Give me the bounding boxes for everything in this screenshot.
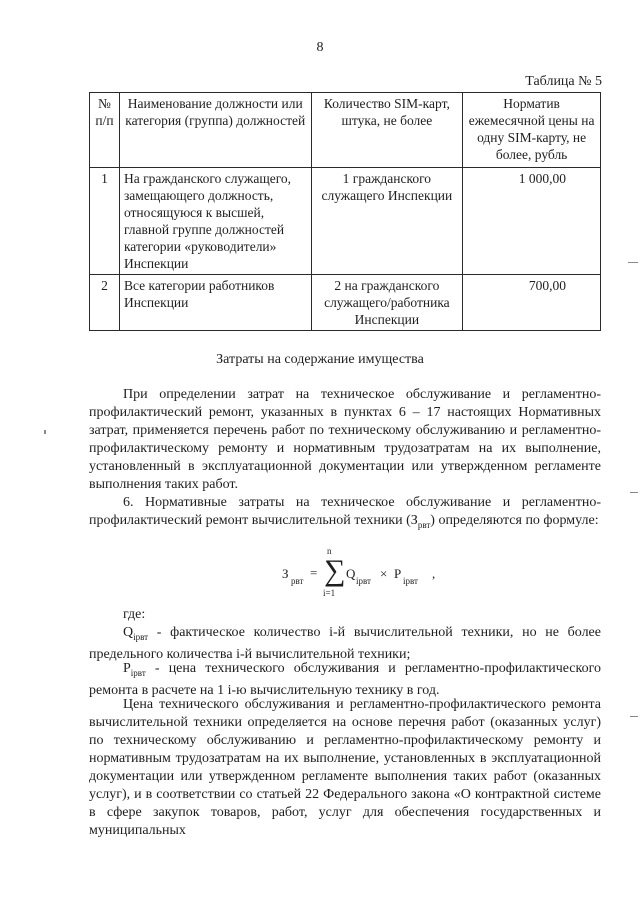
formula-lhs: З xyxy=(282,566,289,581)
header-price: Норматив ежемесячной цены на одну SIM-карту, не более, рубль xyxy=(463,93,601,168)
item-6-text: 6. Нормативные затраты на техническое обслуживание и регламентно-профилактический ремонт вычислительной техники (З xyxy=(89,495,601,528)
row-quantity: 2 на гражданского служащего/работника Инспекции xyxy=(311,275,463,331)
row-num: 1 xyxy=(90,168,120,275)
definition-p xyxy=(89,660,601,700)
formula-sum-sign: ∑ xyxy=(324,554,346,587)
definition-q-text: - фактическое количество i-й вычислительной техники, но не более предельного количества i-й вычислительной техники; xyxy=(89,625,601,662)
row-quantity: 1 гражданского служащего Инспекции xyxy=(311,168,463,275)
definition-q-subscript: iрвт xyxy=(133,631,149,642)
item-6-subscript: рвт xyxy=(417,519,431,530)
scan-mark xyxy=(628,262,638,263)
formula-p-sub: iрвт xyxy=(403,576,418,586)
formula-comma: , xyxy=(432,566,436,581)
definition-q xyxy=(89,624,601,664)
scan-mark xyxy=(630,716,638,717)
header-num: № п/п xyxy=(90,93,120,168)
definition-q-symbol: Q xyxy=(123,625,134,640)
row-position: На гражданского служащего, замещающего должность, относящуюся к высшей, главной группе должностей категории «руководители» Инспекции xyxy=(119,168,311,275)
formula-p: P xyxy=(394,566,402,581)
table-row xyxy=(90,275,601,331)
scan-mark xyxy=(630,492,638,493)
item-6-text-end: ) определяются по формуле: xyxy=(430,513,599,528)
row-position: Все категории работников Инспекции xyxy=(119,275,311,331)
formula-lower-limit: i=1 xyxy=(323,588,336,598)
table-header-row xyxy=(90,93,601,168)
row-price: 1 000,00 xyxy=(463,168,601,275)
row-num: 2 xyxy=(90,275,120,331)
formula-q-sub: iрвт xyxy=(356,576,371,586)
definition-p-symbol: P xyxy=(123,661,131,676)
paragraph-item-6 xyxy=(89,494,601,534)
table-caption: Таблица № 5 xyxy=(525,74,602,89)
formula xyxy=(282,546,462,598)
paragraph-calculation-rules: При определении затрат на техническое обслуживание и регламентно-профилактический ремонт, указанных в пунктах 6 – 17 настоящих Нормативных затрат, применяется перечень работ по техническому обслуживанию и регламентно-профилактическому ремонту и нормативным трудозатратам на их выполнение, установленный в эксплуатационной документации или утвержденном регламенте выполнения таких работ. xyxy=(89,387,601,492)
formula-q: Q xyxy=(346,566,356,581)
where-label: где: xyxy=(123,607,146,622)
definition-p-text: - цена технического обслуживания и регламентно-профилактического ремонта в расчете на 1 i-ю вычислительную технику в год. xyxy=(89,661,601,698)
header-quantity: Количество SIM-карт, штука, не более xyxy=(311,93,463,168)
formula-times: × xyxy=(380,566,388,581)
definition-p-subscript: iрвт xyxy=(130,667,146,678)
formula-lhs-sub: рвт xyxy=(291,576,304,586)
header-position: Наименование должности или категория (группа) должностей xyxy=(119,93,311,168)
table-row xyxy=(90,168,601,275)
row-price: 700,00 xyxy=(463,275,601,331)
paragraph-price-determination: Цена технического обслуживания и регламентно-профилактического ремонта вычислительной техники определяется на основе перечня работ (оказанных услуг) по техническому обслуживанию и регламентно-профилактическому ремонту и нормативным трудозатратам на их выполнение, установленных в эксплуатационной документации или утвержденном регламенте выполнения таких работ (оказанных услуг), и в соответствии со статьей 22 Федерального закона «О контрактной системе в сфере закупок товаров, работ, услуг для обеспечения государственных и муниципальных xyxy=(89,697,601,838)
scan-mark xyxy=(44,430,46,434)
formula-equals: = xyxy=(310,565,318,580)
page-number: 8 xyxy=(316,40,324,55)
section-heading: Затраты на содержание имущества xyxy=(216,352,424,367)
norms-table xyxy=(89,92,601,331)
formula-upper-limit: n xyxy=(327,546,332,556)
